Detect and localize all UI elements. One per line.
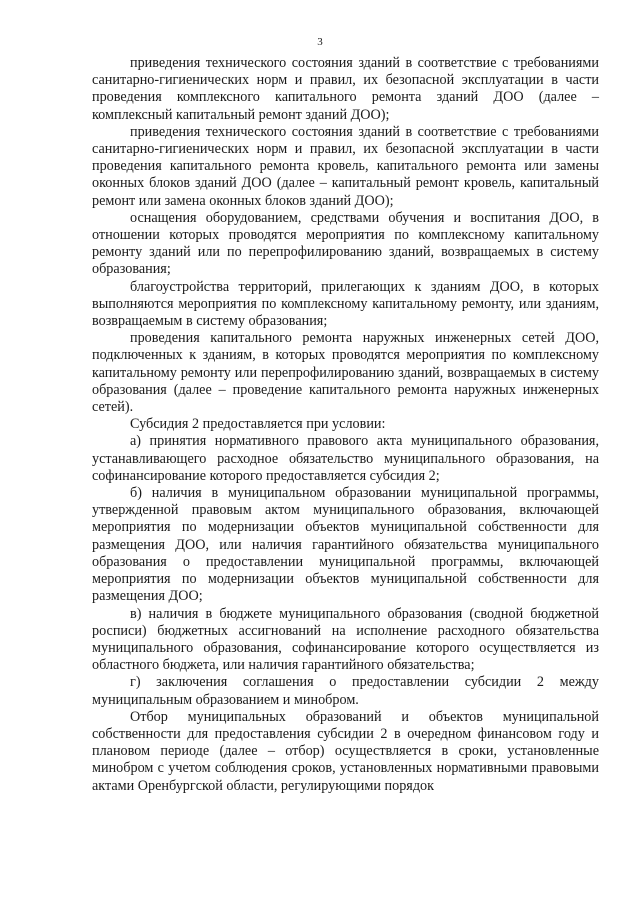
paragraph-condition-b: б) наличия в муниципальном образовании муниципальной программы, утвержденной правовым актом муниципального образования, включающей мероприятия по модернизации объектов муниципальной собственности для размещения ДОО, или наличия гарантийного обязательства муниципального образования о предоставлении муниципальной программы, включающей мероприятия по модернизации объектов муниципальной собственности для размещения ДОО; xyxy=(92,485,599,605)
document-body xyxy=(92,55,599,795)
paragraph-repair-comprehensive: приведения технического состояния зданий в соответствие с требованиями санитарно-гигиенических норм и правил, их безопасной эксплуатации в части проведения комплексного капитального ремонта зданий ДОО (далее – комплексный капитальный ремонт зданий ДОО); xyxy=(92,55,599,123)
paragraph-conditions-intro: Субсидия 2 предоставляется при условии: xyxy=(130,416,386,433)
paragraph-repair-roofs-windows: приведения технического состояния зданий в соответствие с требованиями санитарно-гигиенических норм и правил, их безопасной эксплуатации в части проведения капитального ремонта кровель, капитального ремонта или замены оконных блоков зданий ДОО (далее – капитальный ремонт кровель, капитальный ремонт или замена оконных блоков зданий ДОО); xyxy=(92,123,599,209)
paragraph-equipment: оснащения оборудованием, средствами обучения и воспитания ДОО, в отношении которых проводятся мероприятия по комплексному капитальному ремонту зданий или по перепрофилированию зданий, возвращаемых в систему образования; xyxy=(92,209,599,278)
paragraph-condition-v: в) наличия в бюджете муниципального образования (сводной бюджетной росписи) бюджетных ассигнований на исполнение расходного обязательства муниципального образования, софинансирование которого осуществляется из областного бюджета, или наличия гарантийного обязательства; xyxy=(92,605,599,674)
paragraph-condition-g: г) заключения соглашения о предоставлении субсидии 2 между муниципальным образованием и минобром. xyxy=(92,674,599,708)
page-number: 3 xyxy=(317,36,323,48)
paragraph-condition-a: а) принятия нормативного правового акта муниципального образования, устанавливающего расходное обязательство муниципального образования, на софинансирование которого предоставляется субсидия 2; xyxy=(92,433,599,484)
paragraph-landscaping: благоустройства территорий, прилегающих к зданиям ДОО, в которых выполняются мероприятия по комплексному капитальному ремонту, или зданиям, возвращаемым в систему образования; xyxy=(92,278,599,330)
paragraph-selection: Отбор муниципальных образований и объектов муниципальной собственности для предоставления субсидии 2 в очередном финансовом году и плановом периоде (далее – отбор) осуществляется в сроки, установленные минобром с учетом соблюдения сроков, установленных нормативными правовыми актами Оренбургской области, регулирующими порядок xyxy=(92,708,599,794)
paragraph-utility-networks: проведения капитального ремонта наружных инженерных сетей ДОО, подключенных к зданиям, в которых проводятся мероприятия по комплексному капитальному ремонту или перепрофилированию зданий, возвращаемых в систему образования (далее – проведение капитального ремонта наружных инженерных сетей). xyxy=(92,330,599,416)
